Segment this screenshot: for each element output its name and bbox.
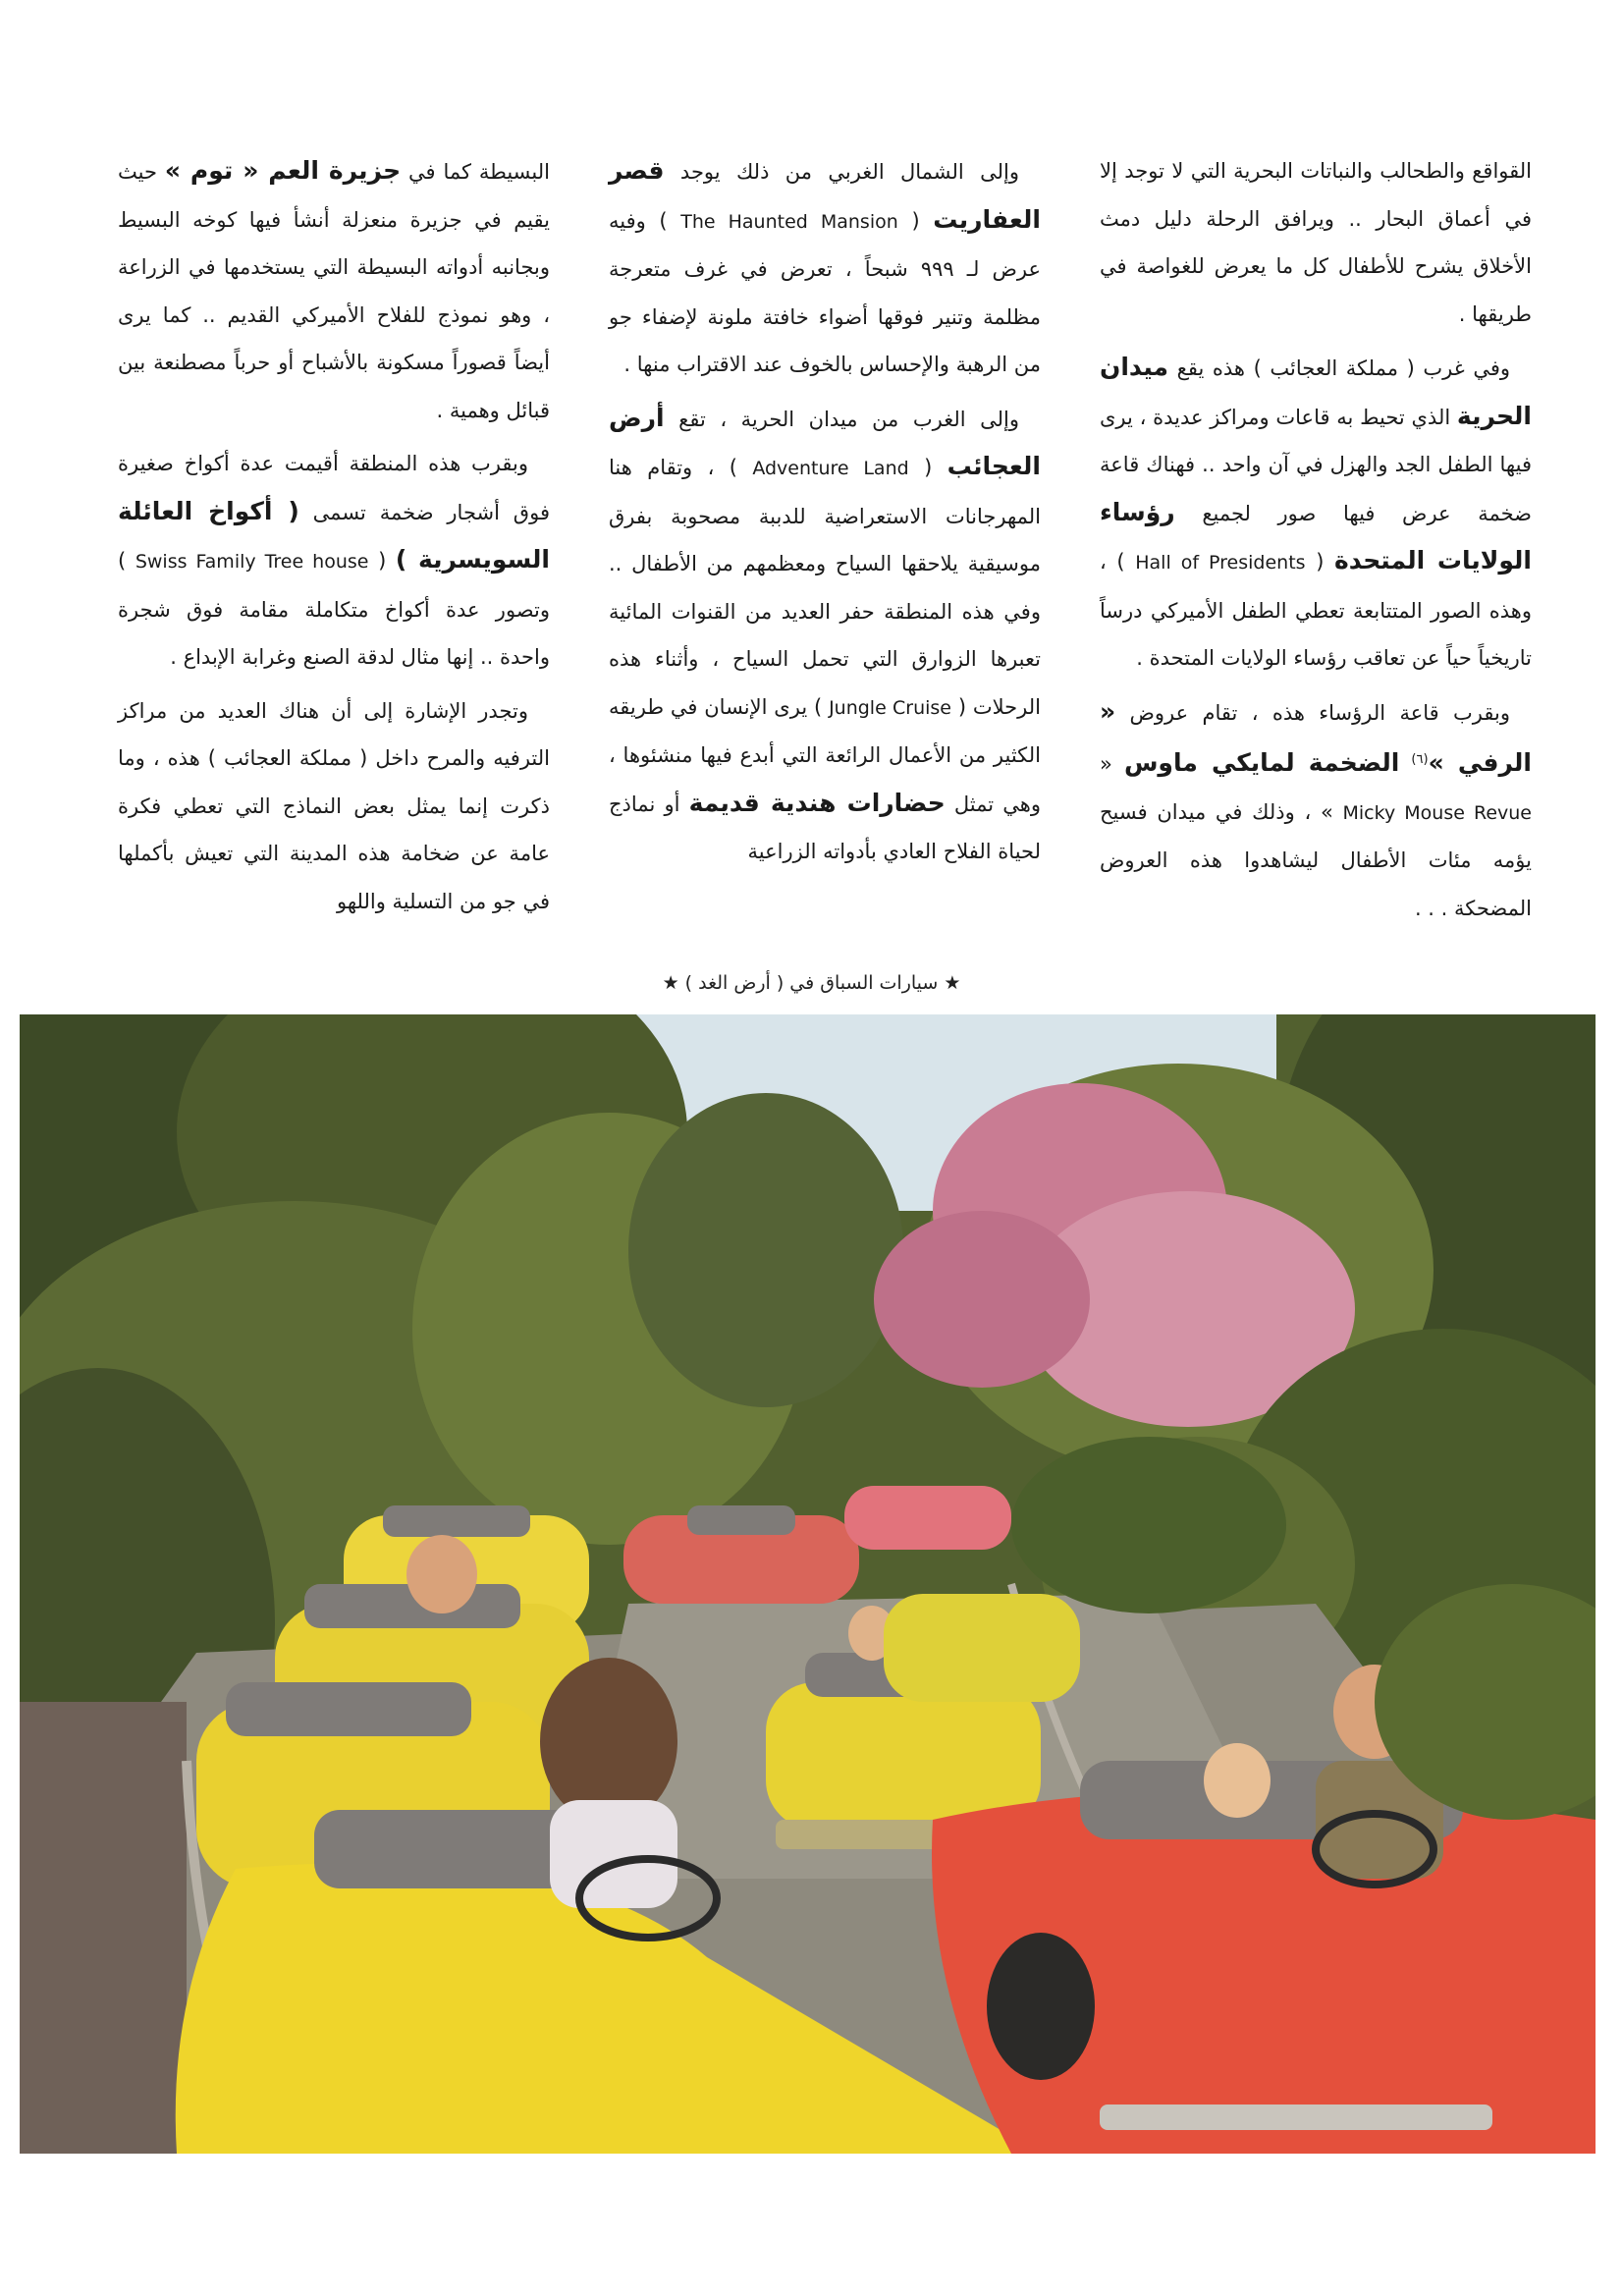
latin-term: Hall of Presidents — [1135, 552, 1306, 574]
latin-term: Jungle Cruise — [829, 696, 951, 719]
latin-term: Micky Mouse Revue — [1342, 801, 1532, 824]
heading-inline: « الرفي » — [1100, 696, 1532, 777]
paragraph: وإلى الغرب من ميدان الحرية ، تقع أرض العجائب ( Adventure Land ) ، وتقام هنا المهرجانات الاستعراضية للدببة مصحوبة بفرق موسيقية يلاحقها السياح ومعظمهم من الأطفال .. وفي هذه المنطقة حفر العديد من القنوات المائية تعبرها الزوارق التي تحمل السياح ، وأثناء هذه الرحلات ( Jungle Cruise ) يرى الإنسان في طريقه الكثير من الأعمال الرائعة التي أبدع فيها منشئوها ، وهي تمثل حضارات هندية قديمة أو نماذج لحياة الفلاح العادي بأدواته الزراعية — [609, 403, 1041, 863]
heading-inline: قصر العفاريت — [609, 156, 1041, 234]
heading-inline: ( أكواخ العائلة السويسرية ) — [118, 496, 550, 574]
latin-term: The Haunted Mansion — [680, 210, 898, 233]
heading-inline: جزيرة العم « توم » — [164, 156, 402, 185]
paragraph: وإلى الشمال الغربي من ذلك يوجد قصر العفاريت ( The Haunted Mansion ) وفيه عرض لـ ٩٩٩ شبحاً ، تعرض في غرف متعرجة مظلمة وتنير فوقها أضواء خافتة ملونة لإضفاء جو من الرهبة والإحساس بالخوف عند الاقتراب منها . — [609, 156, 1041, 376]
car-far-coral — [844, 1486, 1011, 1550]
heading-inline: أرض العجائب — [609, 403, 1041, 480]
latin-term: Adventure Land — [752, 458, 909, 479]
heading-inline: رؤساء الولايات المتحدة — [1100, 497, 1532, 574]
paragraph: وفي غرب ( مملكة العجائب ) هذه يقع ميدان الحرية الذي تحيط به قاعات ومراكز عديدة ، يرى فيها الطفل الجد والهزل في آن واحد .. فهناك قاعة ضخمة عرض فيها صور لجميع رؤساء الولايات المتحدة ( Hall of Presidents ) ، وهذه الصور المتتابعة تعطي الطفل الأميركي درساً تاريخياً حياً عن تعاقب رؤساء الولايات المتحدة . — [1100, 353, 1532, 670]
column-left — [118, 147, 550, 943]
heading-inline: حضارات هندية قديمة — [688, 788, 946, 817]
latin-term: Swiss Family Tree house — [135, 551, 369, 573]
photo-race-cars — [20, 1014, 1596, 2154]
photo-caption: ★ سيارات السباق في ( أرض الغد ) ★ — [662, 972, 961, 994]
paragraph: البسيطة كما في جزيرة العم « توم » حيث يقيم في جزيرة منعزلة أنشأ فيها كوخه البسيط وبجانبه أدواته البسيطة التي يستخدمها في الزراعة ، وهو نموذج للفلاح الأميركي القديم .. كما يرى أيضاً قصوراً مسكونة بالأشباح أو حرباً مصطنعة بين قبائل وهمية . — [118, 156, 550, 422]
paragraph: وتجدر الإشارة إلى أن هناك العديد من مراكز الترفيه والمرح داخل ( مملكة العجائب ) هذه ، وما ذكرت إنما يمثل بعض النماذج التي تعطي فكرة عامة عن ضخامة هذه المدينة التي تعيش بأكملها في جو من التسلية واللهو — [118, 698, 550, 913]
photo-illustration — [20, 1014, 1596, 2154]
footnote-ref: (٦) — [1411, 752, 1429, 767]
article-text — [118, 147, 1532, 943]
paragraph: وبقرب قاعة الرؤساء هذه ، تقام عروض « الرفي »$^{(٦)}$ الضخمة لمايكي ماوس « Micky Mouse Revue » ، وذلك في ميدان فسيح يؤمه مئات الأطفال ليشاهدوا هذه العروض المضحكة . . . — [1100, 696, 1532, 920]
paragraph: القواقع والطحالب والنباتات البحرية التي لا توجد إلا في أعماق البحار .. ويرافق الرحلة دليل دمث الأخلاق يشرح للأطفال كل ما يعرض للغواصة في طريقها . — [1100, 159, 1532, 326]
column-right — [1100, 147, 1532, 943]
paragraph: وبقرب هذه المنطقة أقيمت عدة أكواخ صغيرة فوق أشجار ضخمة تسمى ( أكواخ العائلة السويسرية ) ( Swiss Family Tree house ) وتصور عدة أكواخ متكاملة مقامة فوق شجرة واحدة .. إنها مثال لدقة الصنع وغرابة الإبداع . — [118, 452, 550, 669]
car-mid-yellow-2 — [884, 1594, 1080, 1702]
column-middle — [609, 147, 1041, 943]
heading-inline: الضخمة لمايكي ماوس — [1123, 748, 1400, 777]
heading-inline: ميدان الحرية — [1100, 353, 1532, 430]
car-far-red — [623, 1505, 859, 1604]
